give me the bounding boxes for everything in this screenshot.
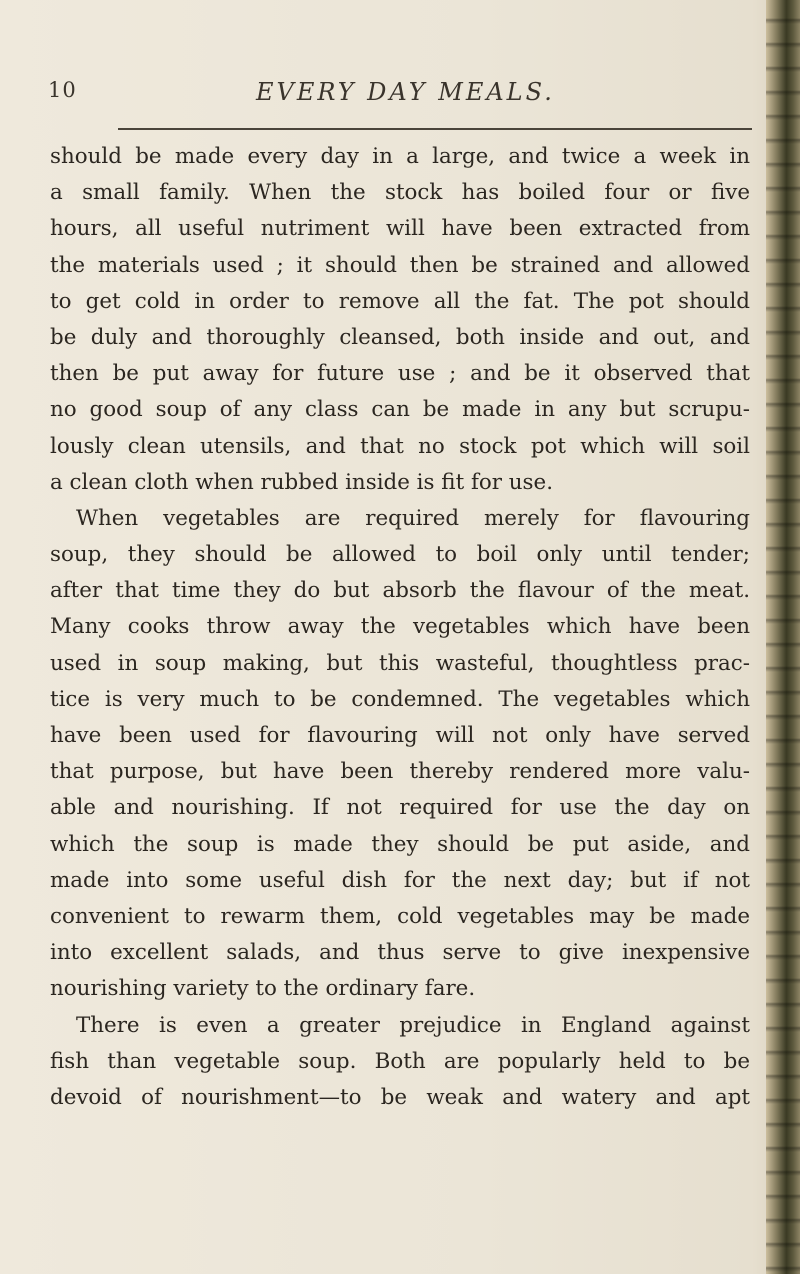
- text-line: Many cooks throw away the vegetables which have been: [50, 614, 750, 640]
- text-line: no good soup of any class can be made in any but scrupu-: [50, 397, 750, 423]
- text-line: be duly and thoroughly cleansed, both inside and out, and: [50, 324, 750, 350]
- text-line: nourishing variety to the ordinary fare.: [50, 976, 476, 1002]
- text-line: have been used for flavouring will not only have served: [50, 723, 750, 748]
- text-line: devoid of nourishment—to be weak and watery and apt: [50, 1084, 750, 1110]
- text-line: fish than vegetable soup. Both are popularly held to be: [50, 1048, 750, 1074]
- page-number: 10: [48, 78, 77, 102]
- text-line: should be made every day in a large, and twice a week in: [50, 144, 750, 169]
- text-line: then be put away for future use ; and be it observed that: [50, 361, 750, 387]
- text-line: There is even a greater prejudice in England against: [76, 1012, 750, 1038]
- running-head: EVERY DAY MEALS.: [256, 78, 555, 106]
- text-line: When vegetables are required merely for flavouring: [76, 505, 750, 531]
- text-line: made into some useful dish for the next day; but if not: [50, 867, 750, 893]
- book-binding-edge: [766, 0, 800, 1274]
- text-line: a clean cloth when rubbed inside is fit for use.: [50, 469, 553, 495]
- text-line: which the soup is made they should be put aside, and: [50, 831, 750, 857]
- body-text: [50, 139, 750, 1116]
- page-header: [0, 78, 800, 118]
- text-line: that purpose, but have been thereby rendered more valu-: [50, 759, 750, 785]
- text-line: able and nourishing. If not required for use the day on: [50, 795, 750, 821]
- text-line: convenient to rewarm them, cold vegetables may be made: [50, 903, 750, 929]
- text-line: lously clean utensils, and that no stock pot which will soil: [50, 433, 750, 459]
- text-line: to get cold in order to remove all the fat. The pot should: [50, 288, 750, 314]
- text-line: a small family. When the stock has boiled four or five: [50, 180, 750, 206]
- header-rule: [118, 128, 752, 130]
- text-line: hours, all useful nutriment will have been extracted from: [50, 216, 750, 242]
- text-line: soup, they should be allowed to boil only until tender;: [50, 542, 750, 568]
- text-line: tice is very much to be condemned. The vegetables which: [50, 686, 750, 712]
- text-line: into excellent salads, and thus serve to give inexpensive: [50, 940, 750, 966]
- text-line: after that time they do but absorb the flavour of the meat.: [50, 578, 750, 604]
- text-line: the materials used ; it should then be strained and allowed: [50, 252, 750, 278]
- text-line: used in soup making, but this wasteful, thoughtless prac-: [50, 650, 750, 676]
